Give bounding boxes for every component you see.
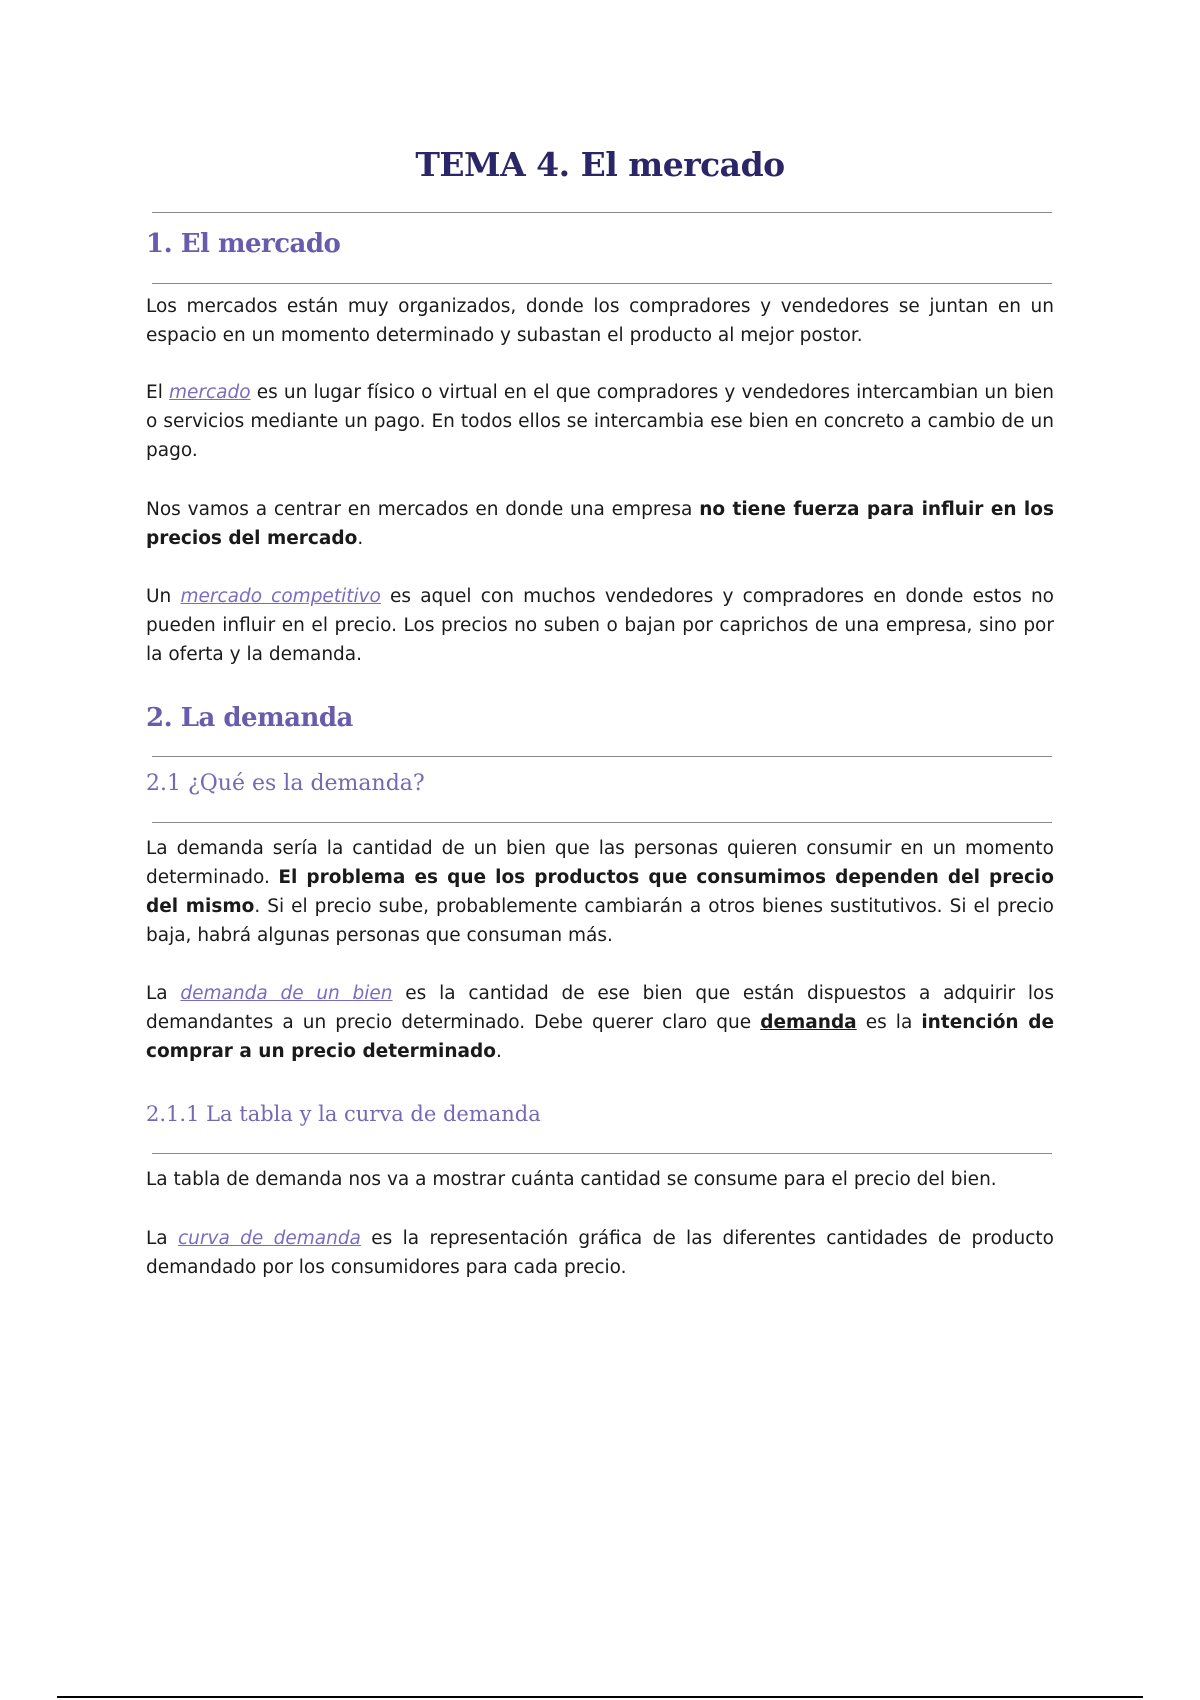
term-mercado-competitivo: mercado competitivo [180, 586, 381, 607]
paragraph: La tabla de demanda nos va a mostrar cuánta cantidad se consume para el precio del bien. [146, 1169, 997, 1190]
paragraph: La demanda sería la cantidad de un bien que las personas quieren consumir en un momento determinado. El problema es que los productos que consumimos dependen del precio del mismo. Si el precio sube, probablemente cambiarán a otros bienes sustitutivos. Si el precio baja, habrá algunas personas que consuman más. [146, 838, 1054, 946]
paragraph: Nos vamos a centrar en mercados en donde una empresa no tiene fuerza para influir en los precios del mercado. [146, 499, 1054, 549]
page-title: TEMA 4. El mercado [415, 145, 785, 184]
emphasis: intención de comprar a un precio determinado [146, 1012, 1055, 1062]
divider [152, 283, 1052, 284]
paragraph: Un mercado competitivo es aquel con muchos vendedores y compradores en donde estos no pueden influir en el precio. Los precios no suben o bajan por caprichos de una empresa, sino por la oferta y la demanda. [146, 586, 1054, 665]
paragraph: Los mercados están muy organizados, donde los compradores y vendedores se juntan en un espacio en un momento determinado y subastan el producto al mejor postor. [146, 296, 1054, 346]
emphasis: El problema es que los productos que consumimos dependen del precio del mismo [146, 867, 1054, 917]
underlined-term: demanda [760, 1012, 857, 1033]
paragraph: La curva de demanda es la representación gráfica de las diferentes cantidades de producto demandado por los consumidores para cada precio. [146, 1228, 1054, 1278]
paragraph: La demanda de un bien es la cantidad de ese bien que están dispuestos a adquirir los demandantes a un precio determinado. Debe querer claro que demanda es la intención de comprar a un precio determinado. [146, 983, 1055, 1062]
divider [152, 212, 1052, 213]
term-mercado: mercado [168, 382, 251, 403]
section-heading-demanda: 2. La demanda [146, 703, 353, 733]
paragraph: El mercado es un lugar físico o virtual en el que compradores y vendedores intercambian un bien o servicios mediante un pago. En todos ellos se intercambia ese bien en concreto a cambio de un pago. [146, 382, 1054, 461]
divider [152, 756, 1052, 757]
term-demanda-de-un-bien: demanda de un bien [180, 983, 393, 1004]
emphasis: no tiene fuerza para influir en los precios del mercado [146, 499, 1054, 549]
term-curva-de-demanda: curva de demanda [178, 1228, 361, 1249]
footer-rule [57, 1696, 1143, 1698]
section-heading-mercado: 1. El mercado [146, 229, 341, 259]
subsection-heading: 2.1 ¿Qué es la demanda? [146, 771, 425, 796]
divider [152, 822, 1052, 823]
divider [152, 1153, 1052, 1154]
subsubsection-heading: 2.1.1 La tabla y la curva de demanda [146, 1102, 541, 1126]
